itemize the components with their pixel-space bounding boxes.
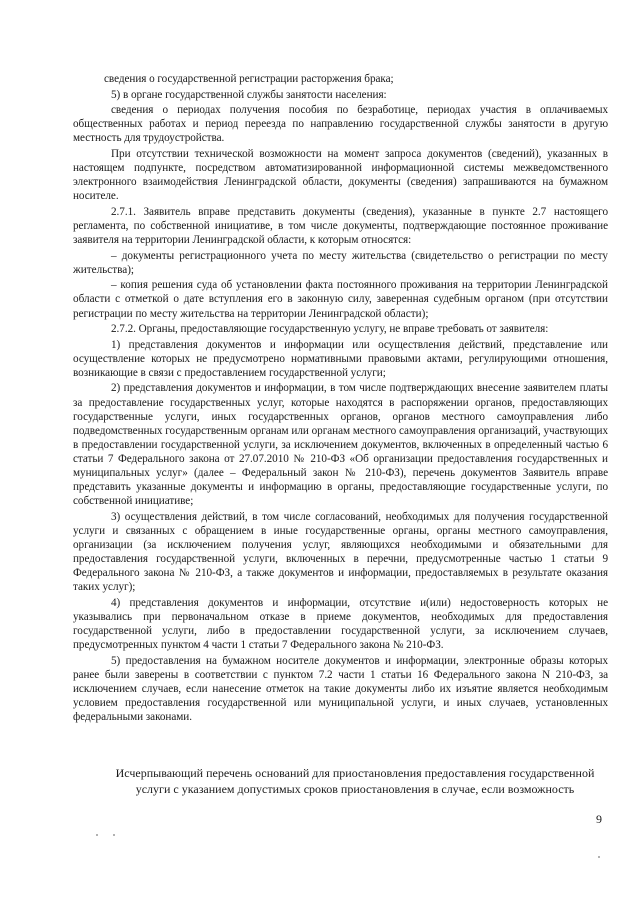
paragraph-paper-request: При отсутствии технической возможности на момент запроса документов (сведений), указанных в настоящем подпункте, посредством автоматизированной информационной системы межведомственного электронного взаимодействия Ленинградской области, документы (сведения) запрашиваются на бумажном носителе. [73,147,608,203]
list-item-1: 1) представления документов и информации или осуществления действий, представление или осуществление которых не предусмотрено нормативными правовыми актами, регулирующими отношения, возникающие в связи с предоставлением государственной услуги; [73,338,608,379]
list-item-2: 2) представления документов и информации, в том числе подтверждающих внесение заявителем платы за предоставление государственных услуг, которые находятся в распоряжении органов, предоставляющих государственные услуги, иных государственных органов, органов местного самоуправления либо подведомственных государственным органам или органам местного самоуправления организаций, участвующих в предоставлении государственной услуги, за исключением документов, включенных в определенный частью 6 статьи 7 Федерального закона от 27.07.2010 № 210-ФЗ «Об организации предоставления государственных и муниципальных услуг» (далее – Федеральный закон № 210-ФЗ), перечень документов Заявитель вправе представить указанные документы и информацию в органы, предоставляющие государственные услуги, по собственной инициативе; [73,382,608,508]
list-item-court-decision: – копия решения суда об установлении факта постоянного проживания на территории Ленинградской области с отметкой о дате вступления его в законную силу, заверенная судебным органом (при отсутствии регистрации по месту жительства на территории Ленинградской области); [73,279,608,320]
section-heading: Исчерпывающий перечень оснований для приостановления предоставления государственной услуги с указанием допустимых сроков приостановления в случае, если возможность [115,766,595,796]
paragraph-divorce-info: сведения о государственной регистрации расторжения брака; [104,73,394,85]
paragraph-unemployment-benefit: сведения о периодах получения пособия по безработице, периодах участия в оплачиваемых общественных работах и период переезда по направлению государственной службы занятости в другую местность для трудоустройства. [73,104,608,145]
scan-speck [598,856,600,858]
paragraph-2-7-2: 2.7.2. Органы, предоставляющие государственную услугу, не вправе требовать от заявителя: [111,323,549,336]
paragraph-2-7-1: 2.7.1. Заявитель вправе представить документы (сведения), указанные в пункте 2.7 настоящего регламента, по собственной инициативе, в том числе документы, подтверждающие постоянное проживание заявителя на территории Ленинградской области, к которым относятся: [73,205,608,247]
list-item-registration-docs: – документы регистрационного учета по месту жительства (свидетельство о регистрации по месту жительства); [73,249,608,276]
list-item-5: 5) предоставления на бумажном носителе документов и информации, электронные образы которых ранее были заверены в соответствии с пунктом 7.2 части 1 статьи 16 Федерального закона N 210-ФЗ, за исключением случаев, если нанесение отметок на такие документы либо их изъятие является необходимым условием предоставления государственной или муниципальной услуги, и иных случаев, установленных федеральными законами. [73,654,608,724]
scan-speck [96,834,98,836]
list-item-3: 3) осуществления действий, в том числе согласований, необходимых для получения государственной услуги и связанных с обращением в иные государственные органы, органы местного самоуправления, организации (за исключением получения услуг, являющихся необходимыми и обязательными для предоставления государственной услуги, включенных в перечни, предусмотренные частью 1 статьи 9 Федерального закона № 210-ФЗ, а также документов и информации, предоставляемых в результате оказания таких услуг); [73,510,608,594]
list-item-4: 4) представления документов и информации, отсутствие и(или) недостоверность которых не указывались при первоначальном отказе в приеме документов, необходимых для предоставления государственной услуги, либо в предоставлении государственной услуги, за исключением случаев, предусмотренных пунктом 4 части 1 статьи 7 Федерального закона № 210-ФЗ. [73,596,608,652]
paragraph-employment-agency: 5) в органе государственной службы занятости населения: [111,88,387,101]
page-number: 9 [596,812,602,826]
scan-speck [113,834,115,836]
document-body [73,72,608,726]
